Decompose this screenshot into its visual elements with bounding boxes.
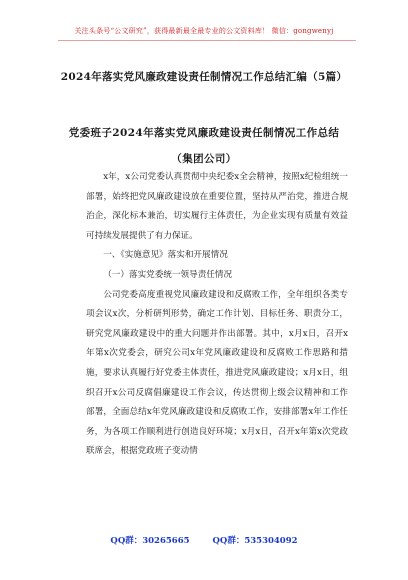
section-subtitle: （集团公司） [171, 153, 237, 165]
heading-level-2: （一）落实党委统一领导责任情况 [103, 269, 233, 280]
section-title: 党委班子2024年落实党风廉政建设责任制情况工作总结 [68, 127, 340, 139]
heading-level-1: 一、《实施意见》落实和开展情况 [103, 250, 228, 261]
header-banner: 关注头条号“公文研究”，获得最新最全最专业的公文资料库！ 微信：gongwenyj [74, 27, 334, 35]
qq-group-1: QQ群：30265665 [110, 536, 190, 546]
qq-group-2: QQ群：535304092 [212, 536, 298, 546]
footer-contact [0, 534, 408, 546]
body-paragraph: x年，x公司党委认真贯彻中央纪委x全会精神，按照x纪检组统一部署，始终把党风廉政建设放在重要位置，坚持从严治党，推进合规治企，深化标本兼治，切实履行主体责任，为企业实现有质量有效益可持续发展提供了有力保证。 [86, 172, 348, 241]
banner-divider [58, 40, 356, 41]
document-title: 2024年落实党风廉政建设责任制情况工作总结汇编（5篇） [60, 71, 348, 83]
document-body [86, 168, 348, 462]
body-paragraph: 公司党委高度重视党风廉政建设和反腐败工作，全年组织各类专项会议x次，分析研判形势，确定工作计划、目标任务、职责分工，研究党风廉政建设中的重大问题并作出部署。其中，x月x日，召开x年第x次党委会，研究公司x年党风廉政建设和反腐败工作思路和措施，要求认真履行好党委主体责任，推进党风廉政建设；x月x日，组织召开x公司反腐倡廉建设工作会议，传达贯彻上级会议精神和工作部署，全面总结x年党风廉政建设和反腐败工作，安排部署x年工作任务，为各项工作顺利进行创造良好环境；x月x日，召开x年第x次党政联席会，根据党政班子变动情 [86, 289, 348, 457]
